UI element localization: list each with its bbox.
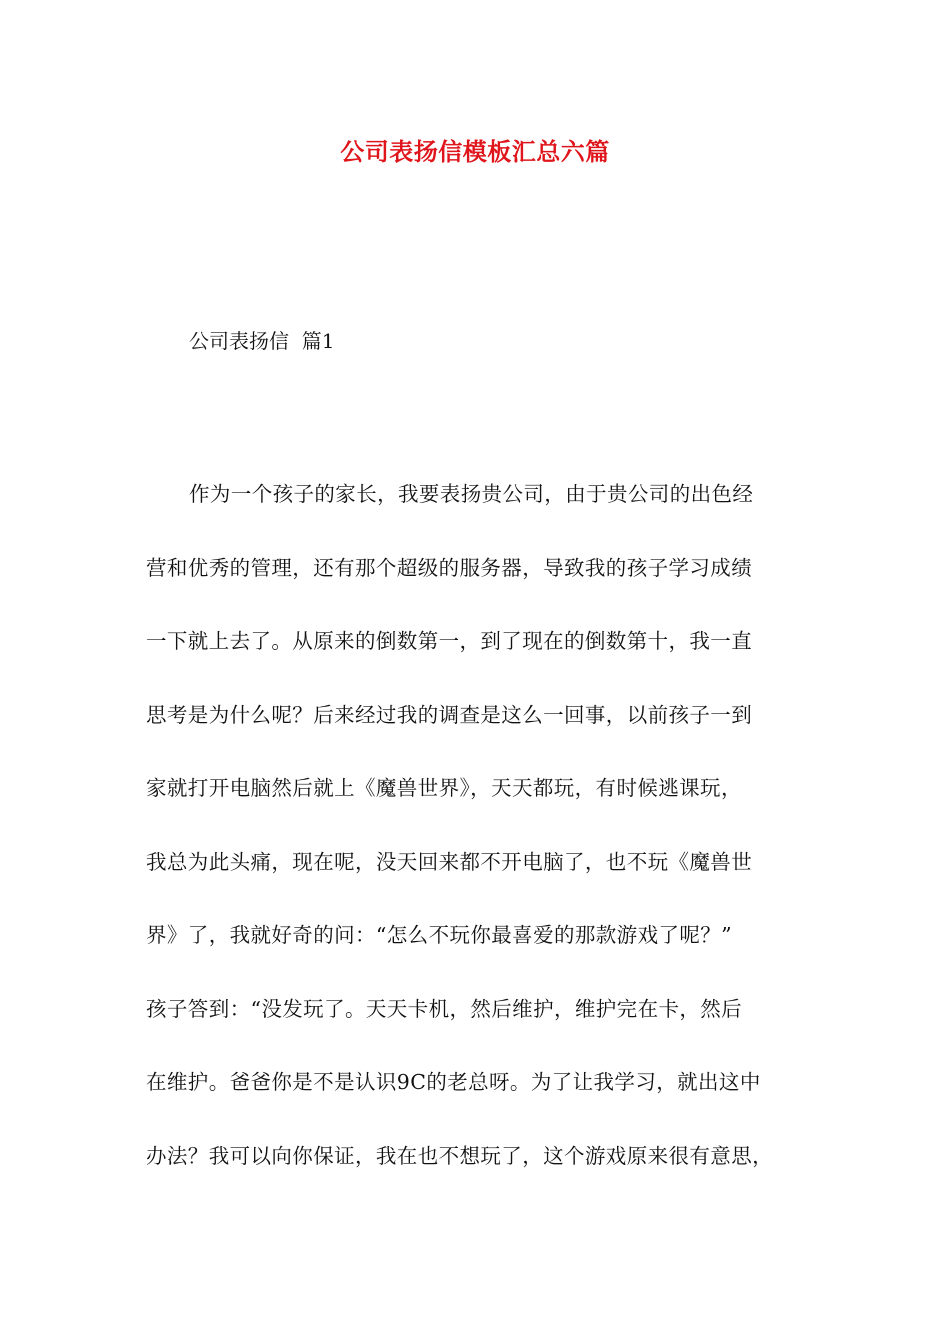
body-line: 家就打开电脑然后就上《魔兽世界》，天天都玩，有时候逃课玩， (146, 776, 742, 800)
body-line: 在维护。爸爸你是不是认识9C的老总呀。为了让我学习，就出这中 (146, 1070, 761, 1094)
document-title: 公司表扬信模板汇总六篇 (340, 137, 610, 166)
body-line: 办法？我可以向你保证，我在也不想玩了，这个游戏原来很有意思， (146, 1143, 773, 1168)
body-line: 营和优秀的管理，还有那个超级的服务器，导致我的孩子学习成绩 (146, 555, 753, 580)
body-line: 作为一个孩子的家长，我要表扬贵公司，由于贵公司的出色经 (189, 482, 754, 506)
body-line: 我总为此头痛，现在呢，没天回来都不开电脑了，也不玩《魔兽世 (146, 849, 753, 874)
body-line: 一下就上去了。从原来的倒数第一，到了现在的倒数第十，我一直 (146, 629, 753, 653)
body-paragraph (146, 476, 826, 1211)
body-line: 孩子答到：“没发玩了。天天卡机，然后维护，维护完在卡，然后 (146, 996, 743, 1021)
body-line: 思考是为什么呢？后来经过我的调查是这么一回事，以前孩子一到 (146, 702, 753, 727)
body-line: 界》了，我就好奇的问：“怎么不玩你最喜爱的那款游戏了呢？” (146, 923, 733, 947)
section-heading: 公司表扬信 篇1 (189, 329, 335, 353)
